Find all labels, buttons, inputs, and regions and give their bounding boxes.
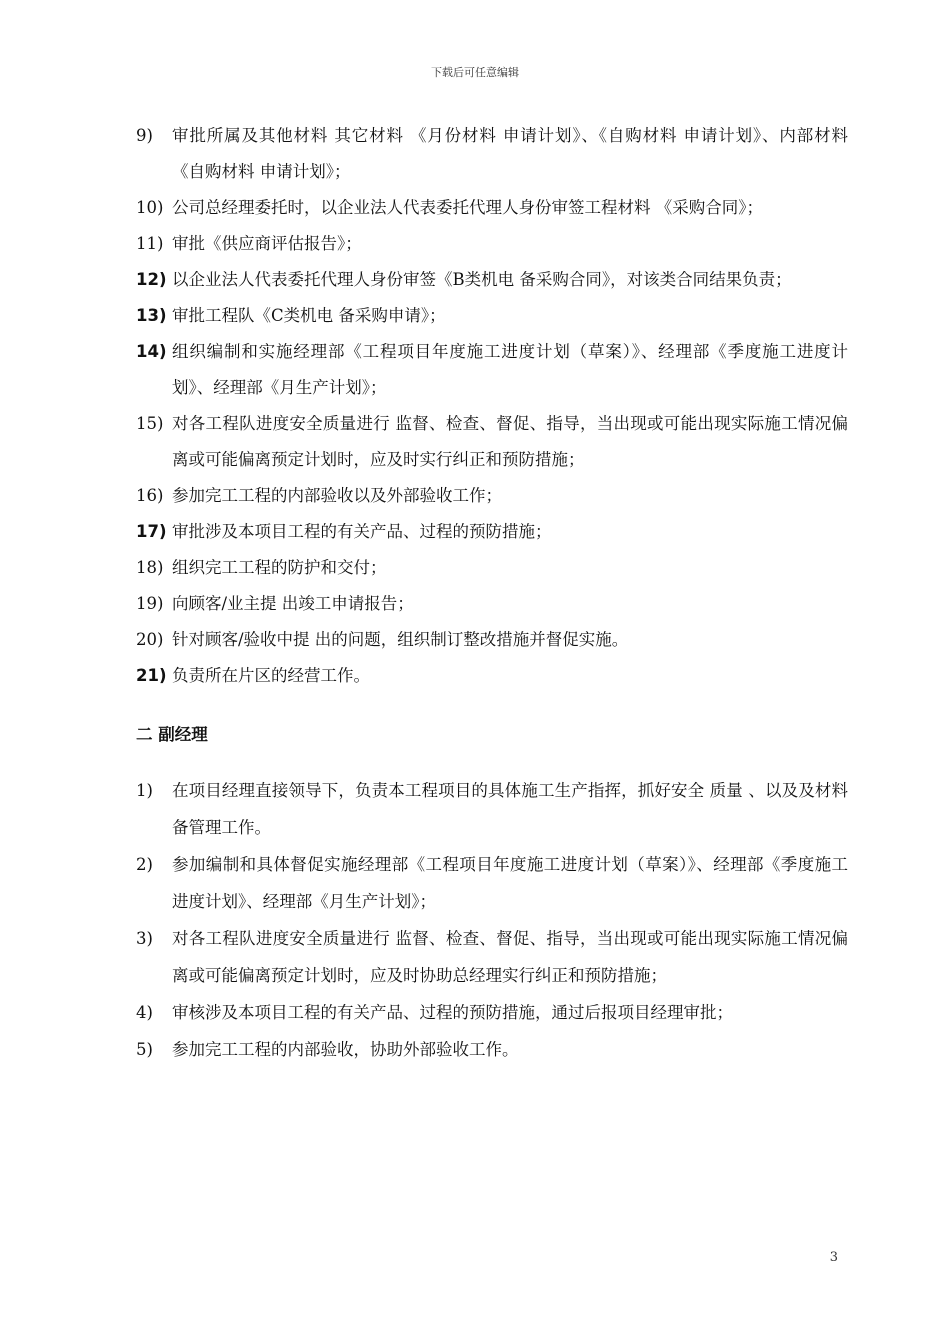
list-item-number: 12) <box>136 270 167 289</box>
list-item <box>136 994 848 1031</box>
list-item-number: 11) <box>136 234 164 253</box>
list-item-number: 5) <box>136 1040 153 1059</box>
list-item-text: 在项目经理直接领导下，负责本工程项目的具体施工生产指挥，抓好安全 质量 、以及及材料 备管理工作。 <box>172 781 848 837</box>
list-item-number: 1) <box>136 781 153 800</box>
list-item-number: 2) <box>136 855 153 874</box>
list-item-number: 18) <box>136 558 164 577</box>
list-item <box>136 622 848 658</box>
list-item-number: 3) <box>136 929 153 948</box>
list-item <box>136 298 848 334</box>
list-item <box>136 334 848 406</box>
list-item-text: 审批《供应商评估报告》； <box>172 234 362 253</box>
list-item-text: 参加完工工程的内部验收，协助外部验收工作。 <box>172 1040 519 1059</box>
list-item <box>136 550 848 586</box>
list-item <box>136 226 848 262</box>
list-item-text: 对各工程队进度安全质量进行 监督、检查、督促、指导，当出现或可能出现实际施工情况偏离或可能偏离预定计划时，应及时实行纠正和预防措施； <box>172 414 848 469</box>
list-item-number: 9) <box>136 126 153 145</box>
list-item <box>136 920 848 994</box>
list-item-text: 公司总经理委托时，以企业法人代表委托代理人身份审签工程材料 《采购合同》； <box>172 198 763 217</box>
list-item <box>136 190 848 226</box>
list-item <box>136 772 848 846</box>
document-body <box>136 118 848 1068</box>
list-item-number: 21) <box>136 666 167 685</box>
section-title-deputy-manager: 二 副经理 <box>136 725 208 744</box>
list-item-text: 负责所在片区的经营工作。 <box>172 666 370 685</box>
list-item <box>136 658 848 694</box>
page-number: 3 <box>829 1250 838 1265</box>
list-item-text: 对各工程队进度安全质量进行 监督、检查、督促、指导，当出现或可能出现实际施工情况偏离或可能偏离预定计划时，应及时协助总经理实行纠正和预防措施； <box>172 929 848 985</box>
list-item-number: 19) <box>136 594 164 613</box>
list-item <box>136 406 848 478</box>
list-item-number: 15) <box>136 414 164 433</box>
list-item-text: 向顾客/业主提 出竣工申请报告； <box>172 594 414 613</box>
responsibility-list-2 <box>136 772 848 1068</box>
list-item-text: 参加完工工程的内部验收以及外部验收工作； <box>172 486 502 505</box>
list-item-number: 20) <box>136 630 164 649</box>
list-item-number: 14) <box>136 342 167 361</box>
list-item-number: 4) <box>136 1003 153 1022</box>
responsibility-list-1 <box>136 118 848 694</box>
list-item <box>136 586 848 622</box>
list-item-number: 17) <box>136 522 167 541</box>
page-header: 下载后可任意编辑 <box>431 66 519 79</box>
list-item-text: 参加编制和具体督促实施经理部《工程项目年度施工进度计划（草案）》、经理部《季度施工进度计划》、经理部《月生产计划》； <box>172 855 848 911</box>
list-item <box>136 262 848 298</box>
list-item-text: 审批工程队《C类机电 备采购申请》； <box>172 306 446 325</box>
list-item-text: 审批涉及本项目工程的有关产品、过程的预防措施； <box>172 522 552 541</box>
list-item-text: 审核涉及本项目工程的有关产品、过程的预防措施，通过后报项目经理审批； <box>172 1003 733 1022</box>
list-item-number: 13) <box>136 306 167 325</box>
list-item-text: 组织编制和实施经理部《工程项目年度施工进度计划（草案）》、经理部《季度施工进度计划》、经理部《月生产计划》； <box>172 342 848 397</box>
list-item-text: 以企业法人代表委托代理人身份审签《B类机电 备采购合同》，对该类合同结果负责； <box>172 270 792 289</box>
list-item <box>136 1031 848 1068</box>
list-item <box>136 514 848 550</box>
list-item <box>136 118 848 190</box>
list-item-number: 10) <box>136 198 164 217</box>
list-item <box>136 846 848 920</box>
list-item-text: 审批所属及其他材料 其它材料 《月份材料 申请计划》、《自购材料 申请计划》、内部材料 《自购材料 申请计划》； <box>172 126 848 181</box>
list-item-number: 16) <box>136 486 164 505</box>
list-item-text: 组织完工工程的防护和交付； <box>172 558 387 577</box>
list-item <box>136 478 848 514</box>
list-item-text: 针对顾客/验收中提 出的问题，组织制订整改措施并督促实施。 <box>172 630 629 649</box>
